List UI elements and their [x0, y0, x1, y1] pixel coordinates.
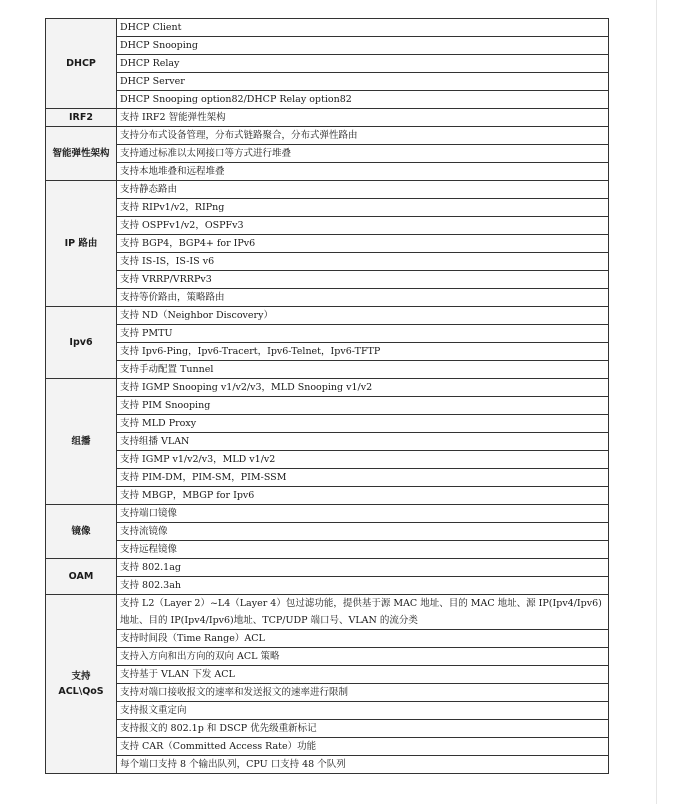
- table-row: [46, 451, 609, 469]
- category-cell: 组播: [46, 379, 117, 505]
- feature-cell: 每个端口支持 8 个输出队列，CPU 口支持 48 个队列: [117, 756, 609, 774]
- feature-cell: 支持入方向和出方向的双向 ACL 策略: [117, 648, 609, 666]
- table-row: [46, 217, 609, 235]
- feature-cell: 支持 IS-IS，IS-IS v6: [117, 253, 609, 271]
- table-row: [46, 577, 609, 595]
- table-row: [46, 559, 609, 577]
- feature-cell: 支持 802.1ag: [117, 559, 609, 577]
- table-row: [46, 487, 609, 505]
- feature-cell: 支持 802.3ah: [117, 577, 609, 595]
- feature-cell: DHCP Relay: [117, 55, 609, 73]
- feature-cell: DHCP Snooping option82/DHCP Relay option82: [117, 91, 609, 109]
- feature-cell: DHCP Client: [117, 19, 609, 37]
- feature-cell: 支持报文的 802.1p 和 DSCP 优先级重新标记: [117, 720, 609, 738]
- table-row: [46, 91, 609, 109]
- table-row: [46, 433, 609, 451]
- table-row: [46, 595, 609, 630]
- feature-cell: 支持 L2（Layer 2）~L4（Layer 4）包过滤功能，提供基于源 MAC 地址、目的 MAC 地址、源 IP(Ipv4/Ipv6)地址、目的 IP(Ipv4/Ipv6)地址、TCP/UDP 端口号、VLAN 的流分类: [117, 595, 609, 630]
- table-row: [46, 505, 609, 523]
- table-row: [46, 720, 609, 738]
- table-row: [46, 648, 609, 666]
- table-row: [46, 325, 609, 343]
- feature-cell: 支持等价路由，策略路由: [117, 289, 609, 307]
- table-row: [46, 361, 609, 379]
- feature-cell: 支持 OSPFv1/v2，OSPFv3: [117, 217, 609, 235]
- category-cell: IP 路由: [46, 181, 117, 307]
- feature-cell: 支持流镜像: [117, 523, 609, 541]
- feature-cell: 支持 VRRP/VRRPv3: [117, 271, 609, 289]
- feature-cell: 支持静态路由: [117, 181, 609, 199]
- table-row: [46, 415, 609, 433]
- table-row: [46, 127, 609, 145]
- feature-cell: DHCP Server: [117, 73, 609, 91]
- table-row: [46, 163, 609, 181]
- category-cell: Ipv6: [46, 307, 117, 379]
- table-row: [46, 199, 609, 217]
- feature-cell: 支持 RIPv1/v2，RIPng: [117, 199, 609, 217]
- table-row: [46, 541, 609, 559]
- feature-cell: 支持时间段（Time Range）ACL: [117, 630, 609, 648]
- page-edge-rule: [656, 0, 657, 804]
- feature-cell: 支持 MBGP，MBGP for Ipv6: [117, 487, 609, 505]
- category-cell: OAM: [46, 559, 117, 595]
- table-row: [46, 289, 609, 307]
- feature-cell: 支持通过标准以太网接口等方式进行堆叠: [117, 145, 609, 163]
- table-row: [46, 73, 609, 91]
- category-cell: 支持 ACL\QoS: [46, 595, 117, 774]
- table-row: [46, 145, 609, 163]
- table-row: [46, 271, 609, 289]
- table-row: [46, 702, 609, 720]
- table-row: [46, 684, 609, 702]
- feature-cell: 支持 Ipv6-Ping，Ipv6-Tracert，Ipv6-Telnet，Ipv6-TFTP: [117, 343, 609, 361]
- feature-cell: 支持 PMTU: [117, 325, 609, 343]
- spec-table-body: [46, 19, 609, 774]
- feature-cell: 支持 ND（Neighbor Discovery）: [117, 307, 609, 325]
- table-row: [46, 523, 609, 541]
- feature-cell: 支持 CAR（Committed Access Rate）功能: [117, 738, 609, 756]
- category-cell: 智能弹性架构: [46, 127, 117, 181]
- table-row: [46, 756, 609, 774]
- feature-cell: 支持手动配置 Tunnel: [117, 361, 609, 379]
- table-row: [46, 109, 609, 127]
- table-row: [46, 397, 609, 415]
- table-row: [46, 253, 609, 271]
- feature-cell: 支持分布式设备管理，分布式链路聚合，分布式弹性路由: [117, 127, 609, 145]
- table-row: [46, 343, 609, 361]
- feature-cell: DHCP Snooping: [117, 37, 609, 55]
- feature-cell: 支持 IGMP v1/v2/v3，MLD v1/v2: [117, 451, 609, 469]
- table-row: [46, 181, 609, 199]
- feature-cell: 支持 PIM-DM，PIM-SM，PIM-SSM: [117, 469, 609, 487]
- category-cell: 镜像: [46, 505, 117, 559]
- feature-cell: 支持 PIM Snooping: [117, 397, 609, 415]
- feature-cell: 支持对端口接收报文的速率和发送报文的速率进行限制: [117, 684, 609, 702]
- feature-cell: 支持组播 VLAN: [117, 433, 609, 451]
- table-row: [46, 37, 609, 55]
- category-cell: DHCP: [46, 19, 117, 109]
- table-row: [46, 379, 609, 397]
- table-row: [46, 19, 609, 37]
- feature-cell: 支持端口镜像: [117, 505, 609, 523]
- table-row: [46, 55, 609, 73]
- feature-cell: 支持 IRF2 智能弹性架构: [117, 109, 609, 127]
- feature-cell: 支持报文重定向: [117, 702, 609, 720]
- spec-table: [45, 18, 609, 774]
- feature-cell: 支持 IGMP Snooping v1/v2/v3，MLD Snooping v1/v2: [117, 379, 609, 397]
- feature-cell: 支持 BGP4，BGP4+ for IPv6: [117, 235, 609, 253]
- feature-cell: 支持基于 VLAN 下发 ACL: [117, 666, 609, 684]
- table-row: [46, 307, 609, 325]
- category-cell: IRF2: [46, 109, 117, 127]
- feature-cell: 支持远程镜像: [117, 541, 609, 559]
- table-row: [46, 666, 609, 684]
- table-row: [46, 469, 609, 487]
- table-row: [46, 738, 609, 756]
- feature-cell: 支持本地堆叠和远程堆叠: [117, 163, 609, 181]
- table-row: [46, 235, 609, 253]
- feature-cell: 支持 MLD Proxy: [117, 415, 609, 433]
- table-row: [46, 630, 609, 648]
